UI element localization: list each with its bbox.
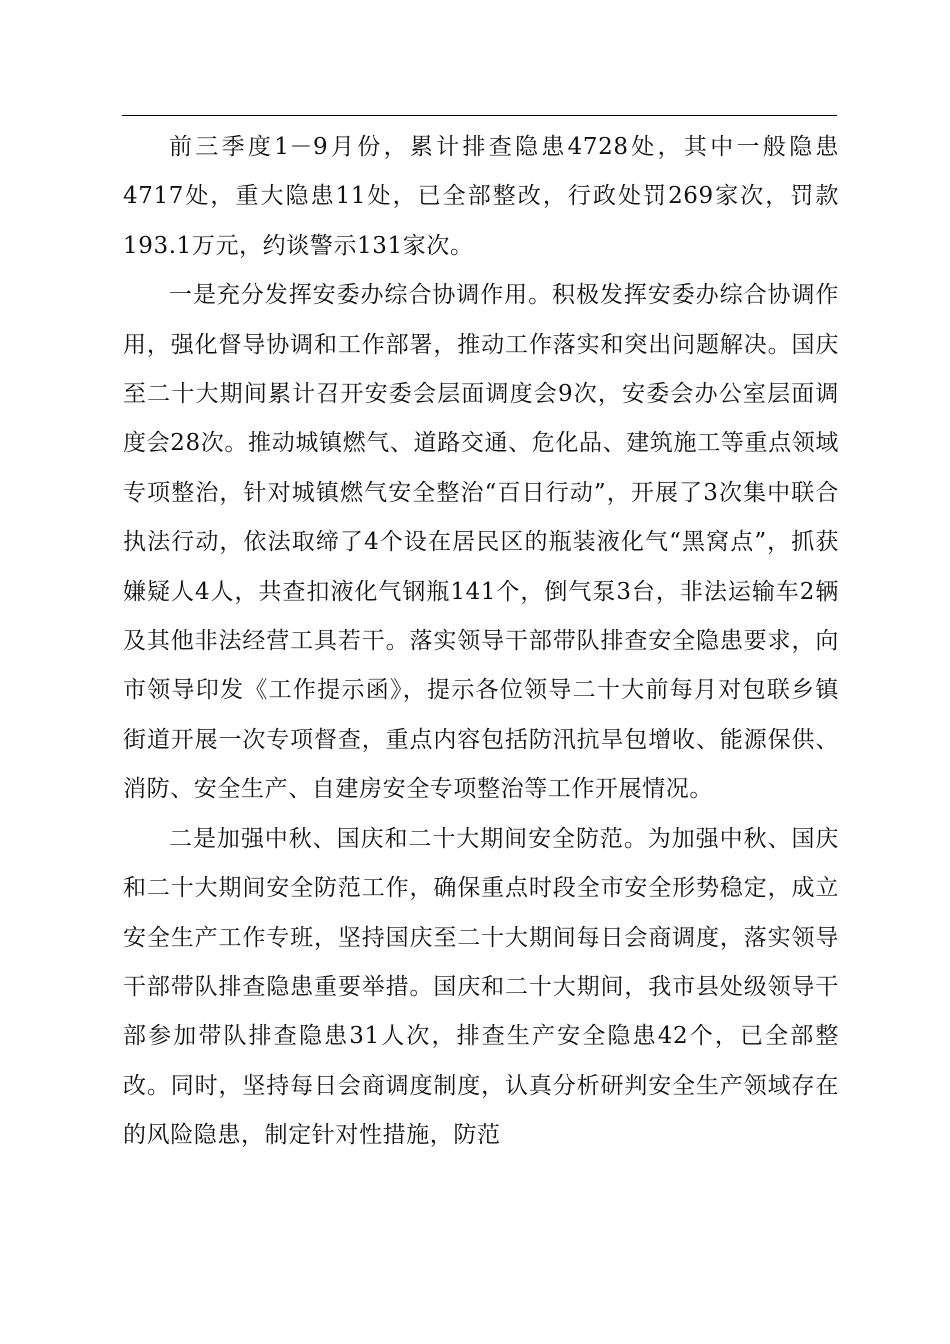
paragraph-holiday-safety: 二是加强中秋、国庆和二十大期间安全防范。为加强中秋、国庆和二十大期间安全防范工作，确保重点时段全市安全形势稳定，成立安全生产工作专班，坚持国庆至二十大期间每日会商调度，落实领导干部带队排查隐患重要举措。国庆和二十大期间，我市县处级领导干部参加带队排查隐患31人次，排查生产安全隐患42个，已全部整改。同时，坚持每日会商调度制度，认真分析研判安全生产领域存在的风险隐患，制定针对性措施，防范 [123,825,839,1149]
document-body [123,123,839,1161]
paragraph-coordination: 一是充分发挥安委办综合协调作用。积极发挥安委办综合协调作用，强化督导协调和工作部署，推动工作落实和突出问题解决。国庆至二十大期间累计召开安委会层面调度会9次，安委会办公室层面调度会28次。推动城镇燃气、道路交通、危化品、建筑施工等重点领域专项整治，针对城镇燃气安全整治“百日行动”，开展了3次集中联合执法行动，依法取缔了4个设在居民区的瓶装液化气“黑窝点”，抓获嫌疑人4人，共查扣液化气钢瓶141个，倒气泵3台，非法运输车2辆及其他非法经营工具若干。落实领导干部带队排查安全隐患要求，向市领导印发《工作提示函》，提示各位领导二十大前每月对包联乡镇街道开展一次专项督查，重点内容包括防汛抗旱包增收、能源保供、消防、安全生产、自建房安全专项整治等工作开展情况。 [123,282,839,803]
paragraph-summary: 前三季度1－9月份，累计排查隐患4728处，其中一般隐患4717处，重大隐患11处，已全部整改，行政处罚269家次，罚款193.1万元，约谈警示131家次。 [123,134,839,259]
header-rule [122,115,837,116]
